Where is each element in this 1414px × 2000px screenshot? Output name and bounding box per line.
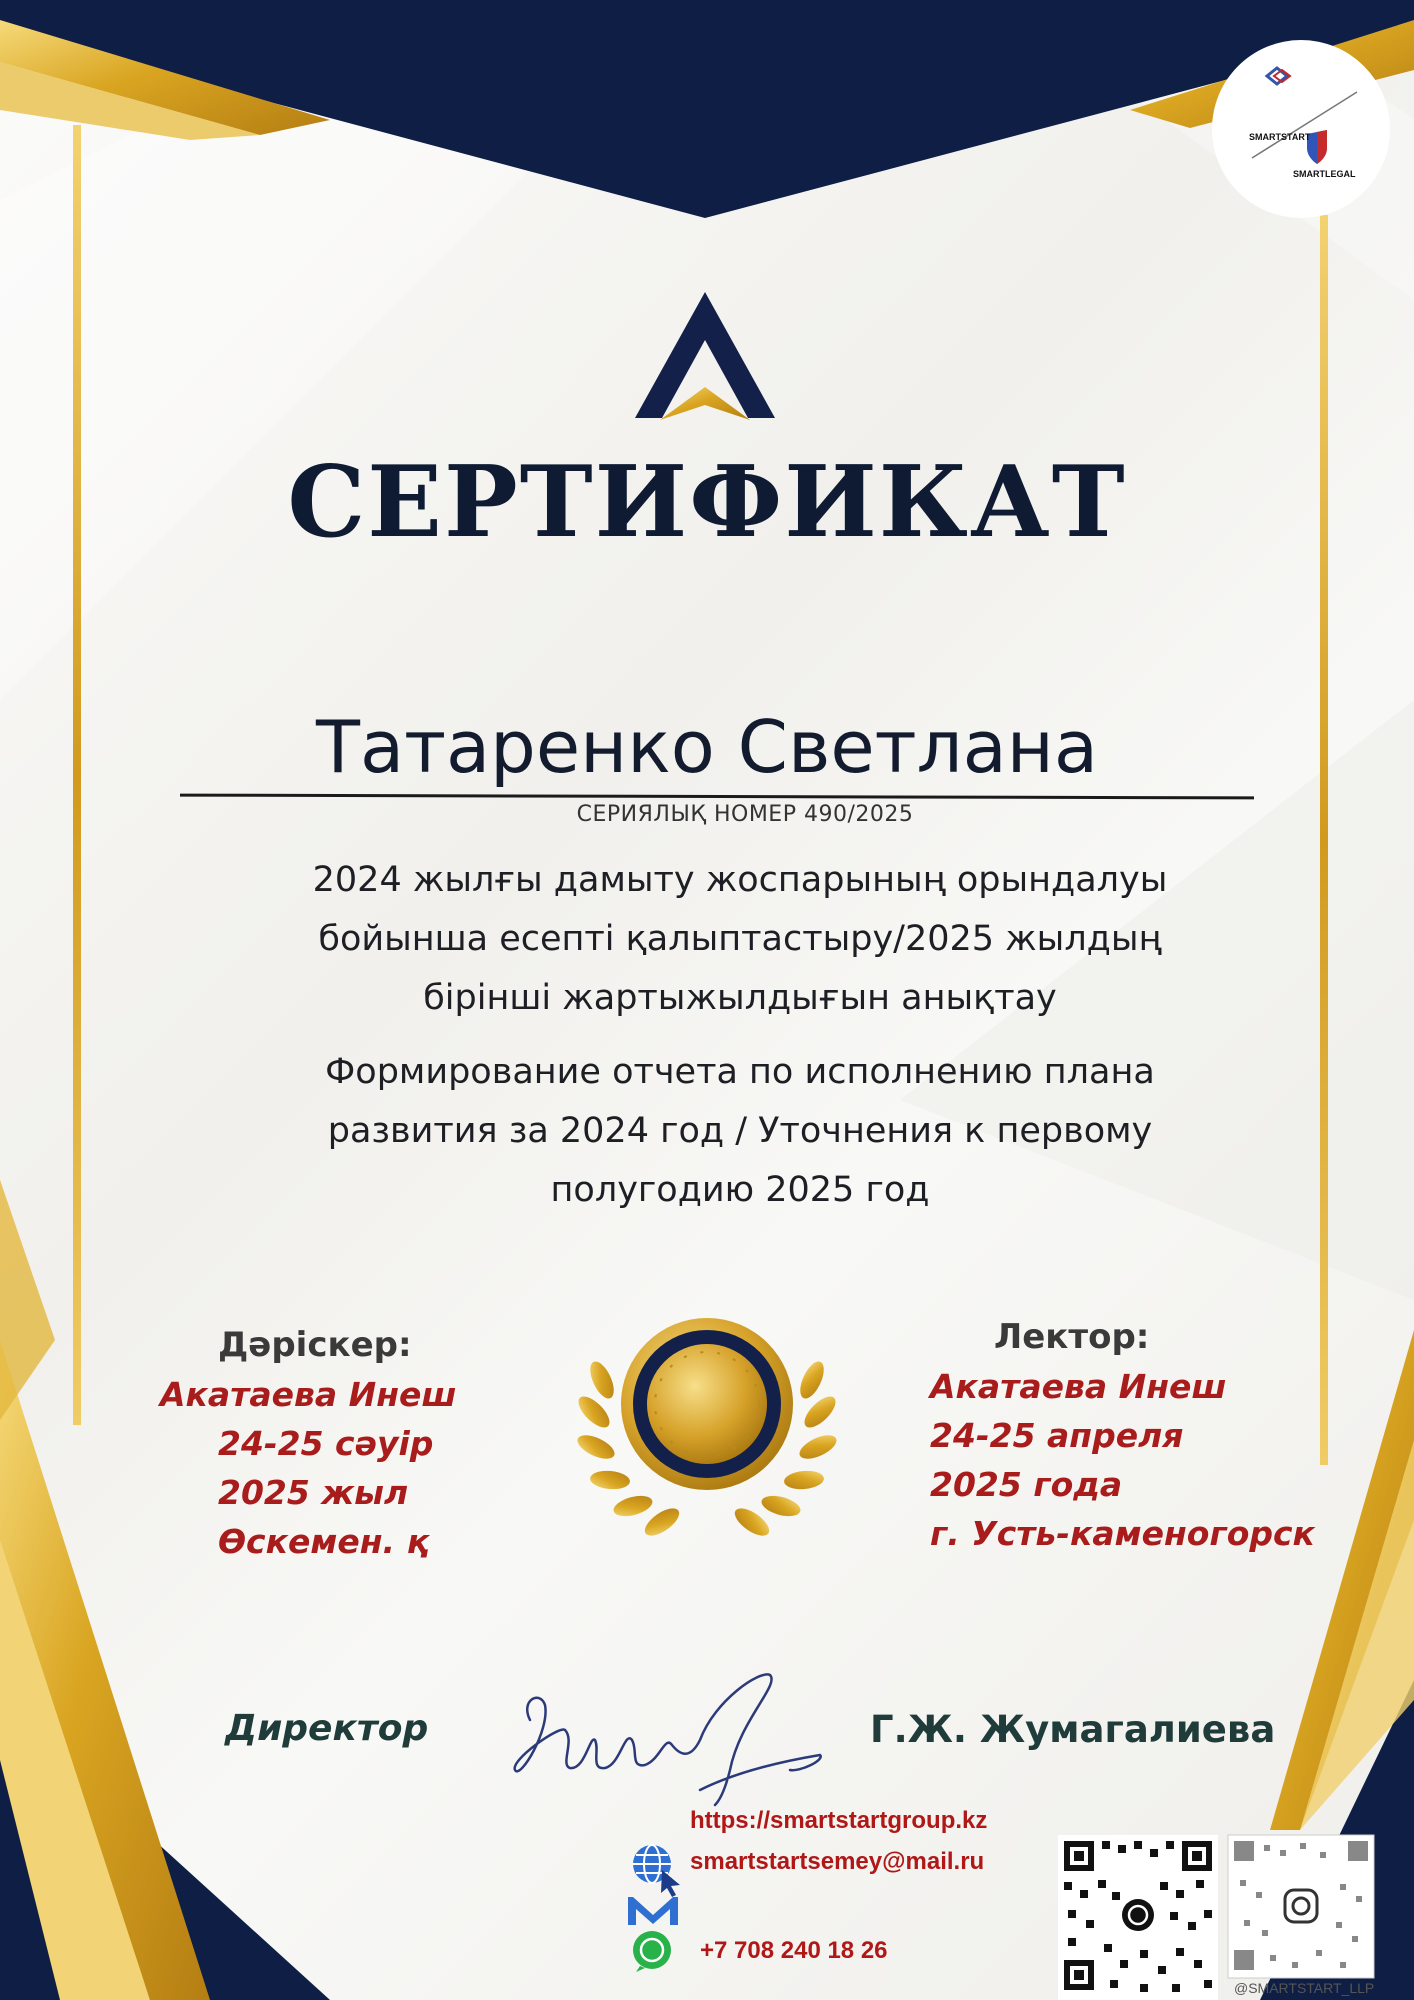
course-description-kz: 2024 жылғы дамыту жоспарының орындалуы бойынша есепті қалыптастыру/2025 жылдың бірінші жартыжылдығын анықтау <box>312 860 1168 1018</box>
emblem-icon <box>635 292 775 420</box>
lecture-dates-ru: 24-25 апреля <box>930 1416 1184 1455</box>
serial-number: СЕРИЯЛЫҚ НОМЕР 490/2025 <box>576 802 914 827</box>
smartstart-logo-text: SMARTSTART <box>1249 132 1311 142</box>
course-description-ru: Формирование отчета по исполнению плана развития за 2024 год / Уточнения к первому полугодию 2025 год <box>325 1052 1155 1210</box>
lecturer-heading-ru: Лектор: <box>994 1317 1150 1357</box>
director-name: Г.Ж. Жумагалиева <box>870 1708 1276 1751</box>
signature-icon <box>515 1674 821 1805</box>
qr-code-whatsapp-icon <box>1058 1835 1218 2000</box>
mail-icon <box>628 1897 678 1925</box>
phone-number[interactable]: +7 708 240 18 26 <box>700 1937 888 1964</box>
smartlegal-logo-text: SMARTLEGAL <box>1293 169 1356 179</box>
lecturer-name-kz: Акатаева Инеш <box>160 1375 457 1414</box>
lecture-dates-kz: 24-25 сәуір <box>218 1424 434 1463</box>
smartstart-logo-icon <box>1267 68 1290 84</box>
recipient-name: Татаренко Светлана <box>316 705 1098 789</box>
globe-icon <box>633 1845 680 1897</box>
whatsapp-icon <box>633 1931 671 1972</box>
lecturer-name-ru: Акатаева Инеш <box>930 1367 1227 1406</box>
lecturer-heading-kz: Дәріскер: <box>218 1325 412 1365</box>
partner-logos <box>1212 40 1390 218</box>
lecture-city-kz: Өскемен. қ <box>218 1522 429 1561</box>
lecture-city-ru: г. Усть-каменогорск <box>930 1514 1315 1553</box>
lecture-year-kz: 2025 жыл <box>218 1473 409 1512</box>
website-link[interactable]: https://smartstartgroup.kz <box>690 1807 988 1834</box>
certificate-title: СЕРТИФИКАТ <box>287 445 1127 560</box>
email-link[interactable]: smartstartsemey@mail.ru <box>690 1848 985 1875</box>
instagram-handle: @SMARTSTART_LLP <box>1234 1980 1375 1996</box>
medal-icon <box>573 1318 840 1541</box>
director-label: Директор <box>225 1708 429 1749</box>
qr-code-instagram-icon <box>1228 1835 1374 1978</box>
lecture-year-ru: 2025 года <box>930 1465 1123 1504</box>
